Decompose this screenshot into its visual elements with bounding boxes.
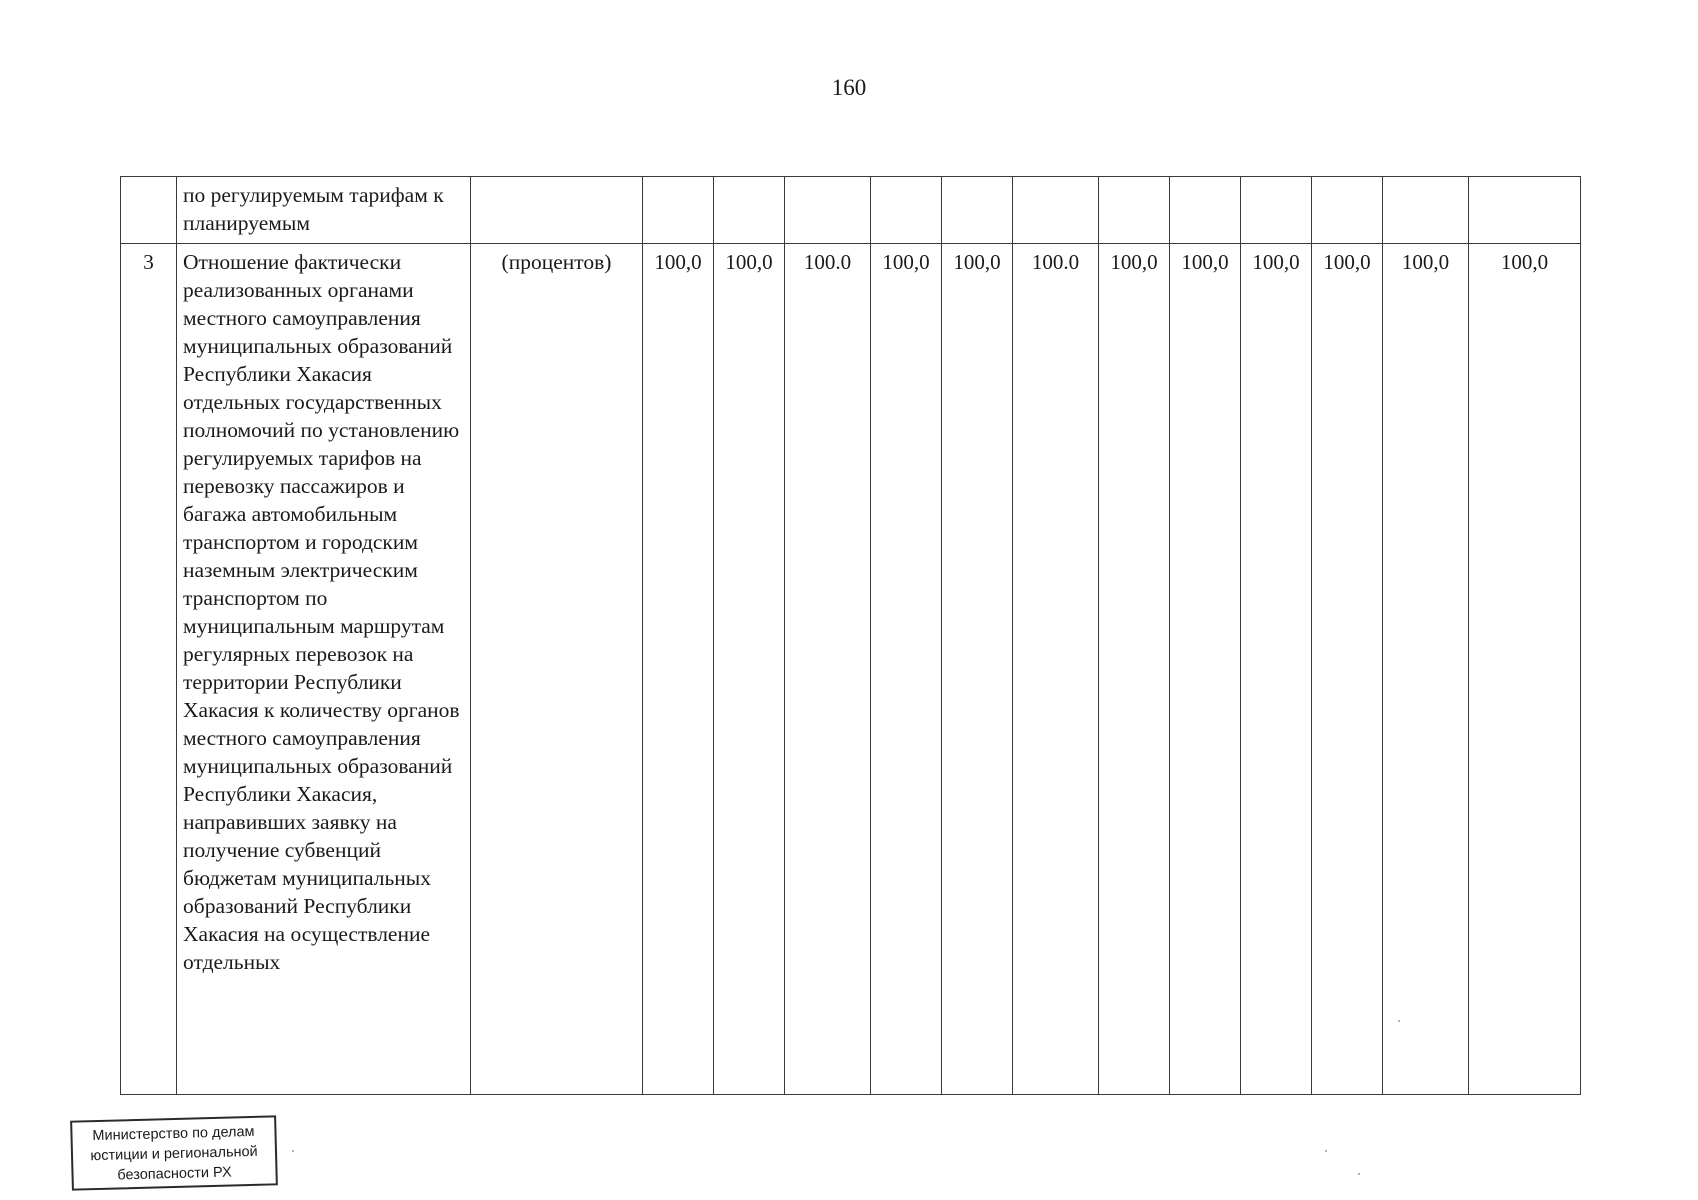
row-number-cell — [121, 177, 177, 244]
value-cell — [643, 177, 714, 244]
scan-speck — [1325, 1150, 1327, 1152]
unit-of-measure: (процентов) — [471, 244, 643, 1095]
value-cell: 100,0 — [1241, 244, 1312, 1095]
value-cell — [1312, 177, 1383, 244]
registration-stamp — [70, 1115, 278, 1190]
value-cell: 100.0 — [1013, 244, 1099, 1095]
page-number: 160 — [831, 75, 867, 100]
row-number: 3 — [121, 244, 177, 1095]
scan-speck — [1358, 1173, 1360, 1175]
value-cell — [1469, 177, 1581, 244]
value-cell: 100,0 — [643, 244, 714, 1095]
indicators-table — [120, 176, 1581, 1095]
value-cell: 100,0 — [1099, 244, 1170, 1095]
value-cell — [714, 177, 785, 244]
value-cell — [1241, 177, 1312, 244]
table-row — [121, 244, 1581, 1095]
indicator-description: Отношение фактически реализованных органами местного самоуправления муниципальных образований Республики Хакасия отдельных государственных полномочий по установлению регулируемых тарифов на перевозку пассажиров и багажа автомобильным транспортом и городским наземным электрическим транспортом по муниципальным маршрутам регулярных перевозок на территории Республики Хакасия к количеству органов местного самоуправления муниципальных образований Республики Хакасия, направивших заявку на получение субвенций бюджетам муниципальных образований Республики Хакасия на осуществление отдельных — [177, 244, 471, 1095]
table-row-continued — [121, 177, 1581, 244]
value-cell — [942, 177, 1013, 244]
value-cell: 100.0 — [785, 244, 871, 1095]
stamp-line: юстиции и региональной — [90, 1143, 258, 1165]
unit-cell — [471, 177, 643, 244]
value-cell — [871, 177, 942, 244]
value-cell: 100,0 — [714, 244, 785, 1095]
value-cell: 100,0 — [1469, 244, 1581, 1095]
value-cell: 100,0 — [942, 244, 1013, 1095]
value-cell: 100,0 — [1312, 244, 1383, 1095]
value-cell — [1170, 177, 1241, 244]
value-cell — [785, 177, 871, 244]
value-cell — [1013, 177, 1099, 244]
value-cell: 100,0 — [871, 244, 942, 1095]
scan-speck — [1398, 1020, 1400, 1022]
stamp-line: Министерство по делам — [92, 1123, 255, 1145]
value-cell — [1383, 177, 1469, 244]
indicator-description: по регулируемым тарифам к планируемым — [177, 177, 471, 244]
value-cell: 100,0 — [1170, 244, 1241, 1095]
stamp-line: безопасности РХ — [117, 1164, 232, 1184]
scan-speck — [292, 1150, 294, 1152]
value-cell: 100,0 — [1383, 244, 1469, 1095]
value-cell — [1099, 177, 1170, 244]
